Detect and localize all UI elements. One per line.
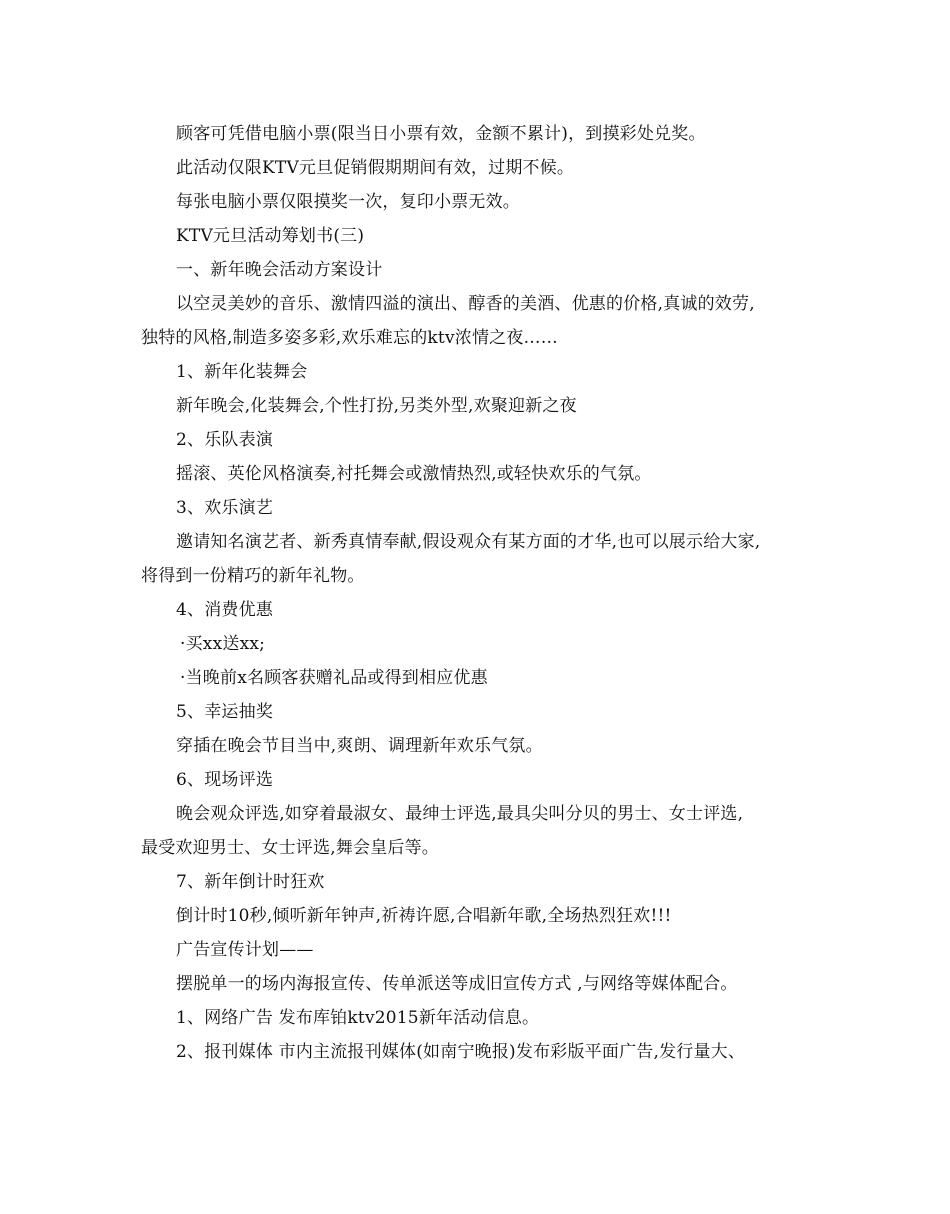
paragraph-line: 2、报刊媒体 市内主流报刊媒体(如南宁晚报)发布彩版平面广告,发行量大、 bbox=[176, 1042, 746, 1062]
paragraph-line: 倒计时10秒,倾听新年钟声,祈祷许愿,合唱新年歌,全场热烈狂欢!!! bbox=[176, 906, 672, 926]
paragraph-line: 顾客可凭借电脑小票(限当日小票有效，金额不累计)，到摸彩处兑奖。 bbox=[176, 124, 706, 144]
item-heading: 2、乐队表演 bbox=[176, 430, 274, 450]
paragraph-line: 新年晚会,化装舞会,个性打扮,另类外型,欢聚迎新之夜 bbox=[176, 396, 577, 416]
item-heading: 1、新年化装舞会 bbox=[176, 362, 308, 382]
item-heading: 6、现场评选 bbox=[176, 770, 274, 790]
item-heading: 7、新年倒计时狂欢 bbox=[176, 872, 325, 892]
paragraph-line: 此活动仅限KTV元旦促销假期期间有效，过期不候。 bbox=[176, 158, 575, 178]
paragraph-line: 1、网络广告 发布库铂ktv2015新年活动信息。 bbox=[176, 1008, 540, 1028]
paragraph-line: 最受欢迎男士、女士评选,舞会皇后等。 bbox=[141, 838, 440, 858]
section-title: KTV元旦活动筹划书(三) bbox=[176, 226, 365, 246]
item-heading: 4、消费优惠 bbox=[176, 600, 274, 620]
section-heading: 广告宣传计划—— bbox=[176, 940, 314, 960]
paragraph-line: 将得到一份精巧的新年礼物。 bbox=[141, 566, 365, 586]
paragraph-line: 独特的风格,制造多姿多彩,欢乐难忘的ktv浓情之夜…… bbox=[141, 328, 558, 348]
paragraph-line: 摆脱单一的场内海报宣传、传单派送等成旧宣传方式 ,与网络等媒体配合。 bbox=[176, 974, 738, 994]
item-heading: 3、欢乐演艺 bbox=[176, 498, 274, 518]
paragraph-line: 每张电脑小票仅限摸奖一次，复印小票无效。 bbox=[176, 192, 520, 212]
section-heading: 一、新年晚会活动方案设计 bbox=[176, 260, 383, 280]
paragraph-line: 以空灵美妙的音乐、激情四溢的演出、醇香的美酒、优惠的价格,真诚的效劳, bbox=[176, 294, 755, 314]
bullet-item: ·买xx送xx; bbox=[180, 634, 266, 654]
paragraph-line: 晚会观众评选,如穿着最淑女、最绅士评选,最具尖叫分贝的男士、女士评选, bbox=[176, 804, 744, 824]
paragraph-line: 摇滚、英伦风格演奏,衬托舞会或激情热烈,或轻快欢乐的气氛。 bbox=[176, 464, 652, 484]
item-heading: 5、幸运抽奖 bbox=[176, 702, 274, 722]
paragraph-line: 邀请知名演艺者、新秀真情奉献,假设观众有某方面的才华,也可以展示给大家, bbox=[176, 532, 761, 552]
bullet-item: ·当晚前x名顾客获赠礼品或得到相应优惠 bbox=[180, 668, 488, 688]
paragraph-line: 穿插在晚会节目当中,爽朗、调理新年欢乐气氛。 bbox=[176, 736, 543, 756]
